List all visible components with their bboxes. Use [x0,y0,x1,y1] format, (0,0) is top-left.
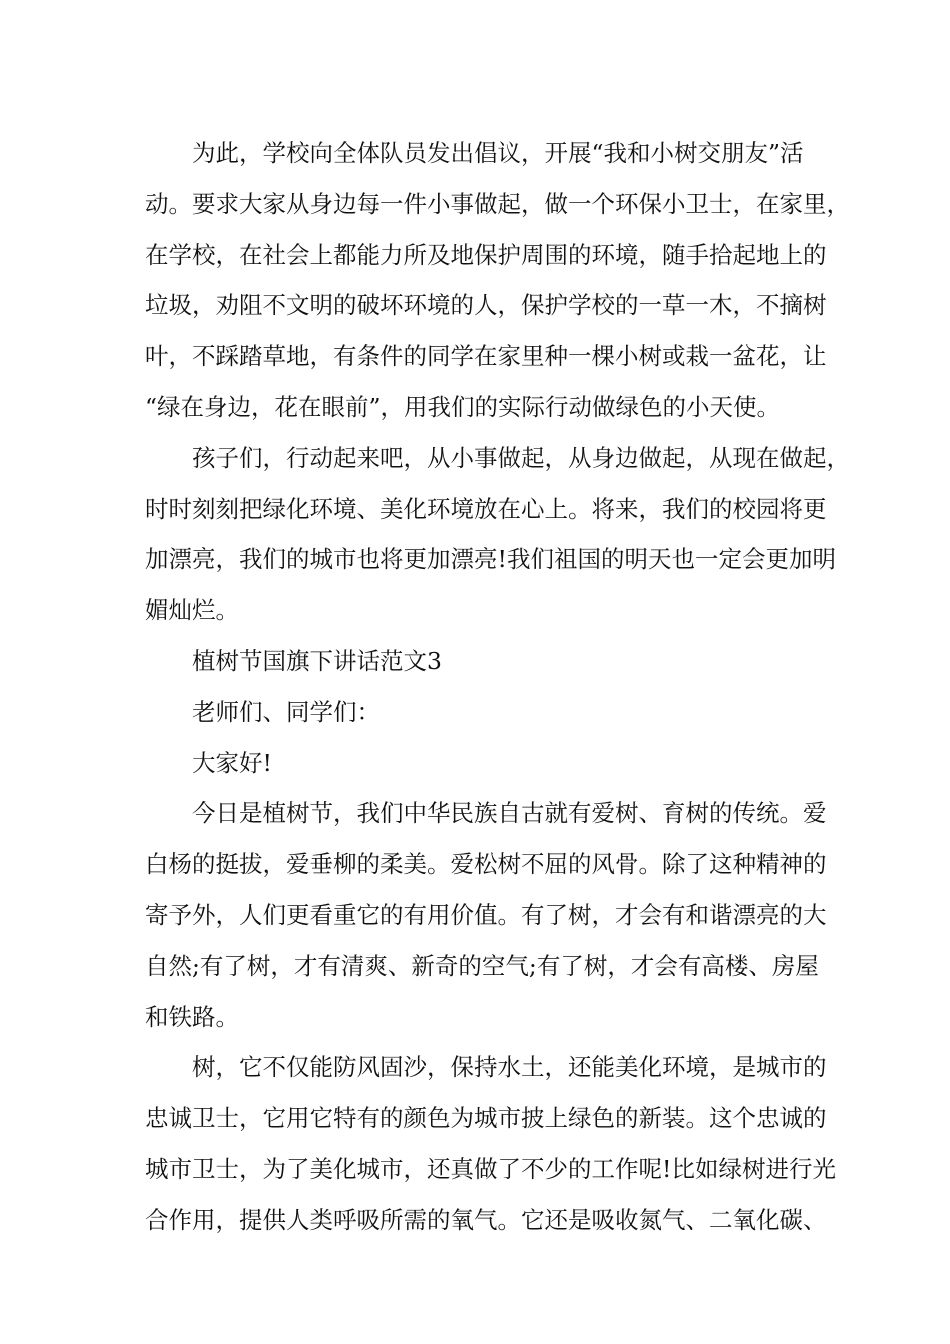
text-line: 自然;有了树，才有清爽、新奇的空气;有了树，才会有高楼、房屋 [145,951,819,980]
heading-text: 植树节国旗下讲话范文3 [192,646,442,675]
greeting [145,738,825,789]
salutation [145,687,825,738]
text-line: 为此，学校向全体队员发出倡议，开展“我和小树交朋友”活 [192,139,804,167]
text-line: 孩子们，行动起来吧，从小事做起，从身边做起，从现在做起， [192,443,850,472]
document-body [145,128,850,1246]
text-line: 加漂亮，我们的城市也将更加漂亮!我们祖国的明天也一定会更加明 [145,545,836,574]
text-line: 叶，不踩踏草地，有条件的同学在家里种一棵小树或栽一盆花，让 [145,342,827,371]
salutation-text: 老师们、同学们： [192,697,380,726]
text-line: 树，它不仅能防风固沙，保持水土，还能美化环境，是城市的 [192,1053,827,1082]
paragraph-call-to-action [145,433,850,636]
paragraph-arbor-day [145,788,825,1042]
text-line: 今日是植树节，我们中华民族自古就有爱树、育树的传统。爱 [192,799,827,828]
text-line: 动。要求大家从身边每一件小事做起，做一个环保小卫士，在家里， [145,189,850,218]
text-line: 和铁路。 [145,1002,239,1031]
greeting-text: 大家好! [192,748,272,777]
paragraph-trees [145,1042,836,1245]
text-line: 媚灿烂。 [145,596,239,625]
text-line: 垃圾，劝阻不文明的破坏环境的人，保护学校的一草一木，不摘树 [145,291,827,320]
text-line: 白杨的挺拔，爱垂柳的柔美。爱松树不屈的风骨。除了这种精神的 [145,850,827,879]
text-line: “绿在身边，花在眼前”，用我们的实际行动做绿色的小天使。 [145,392,781,421]
section-heading [145,636,825,687]
text-line: 城市卫士，为了美化城市，还真做了不少的工作呢!比如绿树进行光 [145,1154,836,1183]
text-line: 在学校，在社会上都能力所及地保护周围的环境，随手拾起地上的 [145,240,827,269]
paragraph-proposal [145,128,850,433]
text-line: 时时刻刻把绿化环境、美化环境放在心上。将来，我们的校园将更 [145,494,827,523]
text-line: 忠诚卫士，它用它特有的颜色为城市披上绿色的新装。这个忠诚的 [145,1104,827,1133]
text-line: 寄予外，人们更看重它的有用价值。有了树，才会有和谐漂亮的大 [145,900,827,929]
text-line: 合作用，提供人类呼吸所需的氧气。它还是吸收氮气、二氧化碳、 [145,1205,827,1234]
